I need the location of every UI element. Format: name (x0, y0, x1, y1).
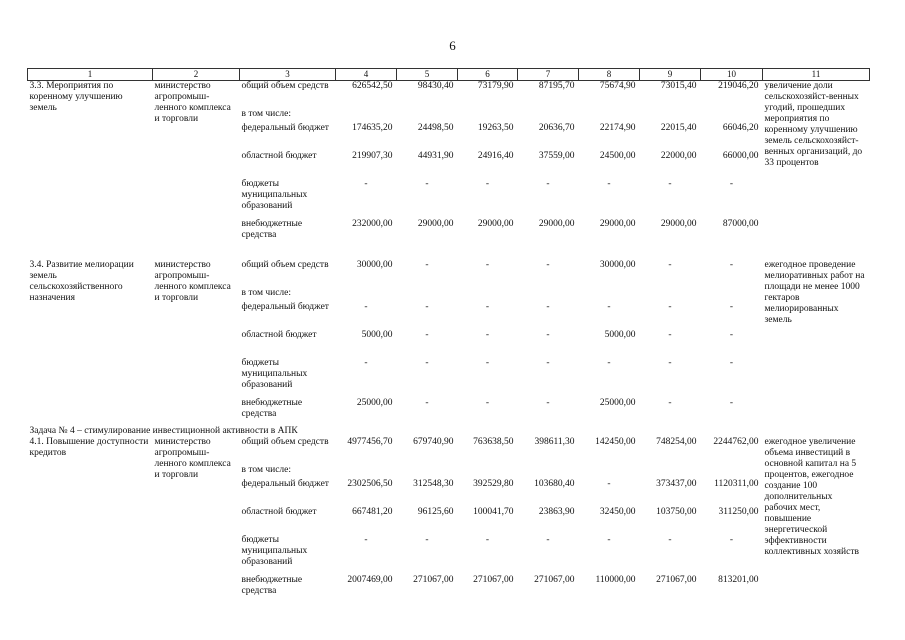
amount-cell (518, 109, 579, 123)
amount-cell: - (425, 260, 429, 270)
amount-cell: - (425, 535, 429, 545)
amount-cell: - (546, 358, 550, 368)
amount-cell (336, 288, 397, 302)
funding-source-label: федеральный бюджет (241, 479, 329, 489)
funding-source-label: областной бюджет (241, 507, 317, 517)
amount-cell: - (668, 260, 672, 270)
amount-cell: - (668, 302, 672, 312)
col-header: 2 (153, 69, 240, 81)
amount-cell (640, 288, 701, 302)
amount-cell (579, 465, 640, 479)
amount-cell: - (425, 179, 429, 189)
amount-cell: 37559,00 (538, 151, 575, 161)
amount-cell: - (668, 535, 672, 545)
amount-cell: - (668, 330, 672, 340)
col-header: 5 (397, 69, 458, 81)
amount-cell: 813201,00 (718, 575, 759, 585)
col-header: 9 (640, 69, 701, 81)
amount-cell: 5000,00 (604, 330, 636, 340)
amount-cell: 103680,40 (534, 479, 575, 489)
funding-source-label: общий объем средств (241, 81, 329, 91)
expected-result: ежегодное увеличение объема инвестиций в основной капитал на 5 процентов, ежегодное создание 100 дополнительных рабочих мест, повышение энергетической эффективности коллективных хозяйств (764, 437, 859, 557)
executor-name: министерство агропромыш-ленного комплекса и торговли (154, 260, 231, 303)
amount-cell: 24500,00 (599, 151, 636, 161)
amount-cell: 271067,00 (413, 575, 454, 585)
amount-cell (579, 288, 640, 302)
amount-cell: - (425, 302, 429, 312)
amount-cell: 667481,20 (352, 507, 393, 517)
amount-cell (640, 465, 701, 479)
amount-cell: - (607, 479, 611, 489)
amount-cell: 679740,90 (413, 437, 454, 447)
amount-cell: 66000,00 (722, 151, 759, 161)
funding-source-label: в том числе: (241, 288, 292, 298)
amount-cell: 29000,00 (417, 219, 454, 229)
amount-cell: 271067,00 (473, 575, 514, 585)
amount-cell (701, 465, 763, 479)
amount-cell (640, 109, 701, 123)
amount-cell: - (729, 179, 734, 189)
amount-cell: - (729, 358, 734, 368)
funding-source-label: внебюджетные средства (241, 575, 303, 596)
amount-cell: - (425, 358, 429, 368)
amount-cell: 98430,40 (417, 81, 454, 91)
amount-cell: 763638,50 (473, 437, 514, 447)
amount-cell: 110000,00 (595, 575, 636, 585)
amount-cell: 392529,80 (473, 479, 514, 489)
funding-source-label: в том числе: (241, 465, 292, 475)
activity-name: 4.1. Повышение доступности кредитов (29, 437, 149, 458)
amount-cell: - (668, 179, 672, 189)
col-header: 3 (240, 69, 336, 81)
activity-name: 3.3. Мероприятия по коренному улучшению земель (29, 81, 123, 113)
funding-source-label: федеральный бюджет (241, 123, 329, 133)
funding-source-label: в том числе: (241, 109, 292, 119)
amount-cell: 23863,90 (538, 507, 575, 517)
amount-cell: 25000,00 (356, 398, 393, 408)
executor-name: министерство агропромыш-ленного комплекса и торговли (154, 437, 231, 480)
amount-cell: - (607, 358, 611, 368)
amount-cell: 73179,90 (477, 81, 514, 91)
page-number: 6 (449, 38, 456, 53)
amount-cell: 22174,90 (599, 123, 636, 133)
amount-cell: - (425, 330, 429, 340)
expected-result: ежегодное проведение мелиоративных работ на площади не менее 1000 гектаров мелиорированных земель (764, 260, 865, 325)
column-header-row (28, 69, 870, 81)
amount-cell: - (607, 535, 611, 545)
amount-cell (397, 465, 458, 479)
amount-cell: - (607, 302, 611, 312)
amount-cell: - (546, 330, 550, 340)
funding-source-label: бюджеты муниципальных образований (241, 535, 308, 567)
amount-cell: - (425, 398, 429, 408)
amount-cell (458, 109, 518, 123)
col-header: 10 (701, 69, 763, 81)
amount-cell: 29000,00 (538, 219, 575, 229)
amount-cell: 44931,90 (417, 151, 454, 161)
amount-cell: 20636,70 (538, 123, 575, 133)
amount-cell: 73015,40 (660, 81, 697, 91)
funding-source-label: бюджеты муниципальных образований (241, 179, 308, 211)
amount-cell: 96125,60 (417, 507, 454, 517)
amount-cell: 87000,00 (722, 219, 759, 229)
amount-cell: - (668, 398, 672, 408)
program-table (27, 68, 870, 603)
amount-cell: 22015,40 (660, 123, 697, 133)
amount-cell: 100041,70 (473, 507, 514, 517)
col-header: 11 (763, 69, 870, 81)
funding-row (28, 260, 870, 288)
task-heading: Задача № 4 – стимулирование инвестиционной активности в АПК (29, 426, 298, 436)
amount-cell (458, 288, 518, 302)
funding-row (28, 81, 870, 110)
amount-cell: 142450,00 (595, 437, 636, 447)
amount-cell: - (364, 302, 368, 312)
amount-cell: 30000,00 (599, 260, 636, 270)
funding-source-label: областной бюджет (241, 151, 317, 161)
amount-cell: 2244762,00 (713, 437, 759, 447)
amount-cell: - (729, 260, 734, 270)
amount-cell: 398611,30 (534, 437, 575, 447)
amount-cell (701, 109, 763, 123)
amount-cell: 5000,00 (361, 330, 393, 340)
amount-cell: 24498,50 (417, 123, 454, 133)
amount-cell: - (485, 358, 490, 368)
amount-cell (397, 109, 458, 123)
col-header: 1 (28, 69, 153, 81)
amount-cell: 25000,00 (599, 398, 636, 408)
amount-cell: 22000,00 (660, 151, 697, 161)
amount-cell: - (546, 535, 550, 545)
col-header: 8 (579, 69, 640, 81)
amount-cell: 174635,20 (352, 123, 393, 133)
amount-cell: 29000,00 (599, 219, 636, 229)
amount-cell: 103750,00 (656, 507, 697, 517)
amount-cell: 66046,20 (722, 123, 759, 133)
amount-cell: - (546, 398, 550, 408)
col-header: 4 (336, 69, 397, 81)
amount-cell: 1120311,00 (714, 479, 759, 489)
funding-source-label: федеральный бюджет (241, 302, 329, 312)
funding-source-label: общий объем средств (241, 437, 329, 447)
amount-cell: 2302506,50 (347, 479, 393, 489)
amount-cell: 19263,50 (477, 123, 514, 133)
amount-cell: - (364, 535, 368, 545)
amount-cell: 271067,00 (534, 575, 575, 585)
amount-cell: - (485, 260, 490, 270)
amount-cell: - (729, 330, 734, 340)
amount-cell: 626542,50 (352, 81, 393, 91)
amount-cell: - (546, 179, 550, 189)
amount-cell (336, 109, 397, 123)
amount-cell: - (364, 179, 368, 189)
amount-cell (336, 465, 397, 479)
amount-cell: 87195,70 (538, 81, 575, 91)
amount-cell: 311250,00 (718, 507, 759, 517)
funding-row (28, 437, 870, 465)
amount-cell (579, 109, 640, 123)
amount-cell: 30000,00 (356, 260, 393, 270)
amount-cell: 32450,00 (599, 507, 636, 517)
amount-cell: - (546, 302, 550, 312)
amount-cell: 219907,30 (352, 151, 393, 161)
amount-cell: 29000,00 (477, 219, 514, 229)
funding-source-label: общий объем средств (241, 260, 329, 270)
col-header: 6 (458, 69, 518, 81)
amount-cell: - (485, 398, 490, 408)
amount-cell: 24916,40 (477, 151, 514, 161)
amount-cell: 312548,30 (413, 479, 454, 489)
amount-cell: 219046,20 (718, 81, 759, 91)
amount-cell: 232000,00 (352, 219, 393, 229)
amount-cell (518, 465, 579, 479)
amount-cell: 75674,90 (599, 81, 636, 91)
amount-cell: - (546, 260, 550, 270)
amount-cell: - (485, 179, 490, 189)
amount-cell: 748254,00 (656, 437, 697, 447)
amount-cell: - (668, 358, 672, 368)
amount-cell: - (729, 398, 734, 408)
amount-cell: - (729, 302, 734, 312)
task-heading-row (28, 426, 870, 437)
executor-name: министерство агропромыш-ленного комплекса и торговли (154, 81, 231, 124)
amount-cell: - (485, 302, 490, 312)
expected-result: увеличение доли сельскохозяйст-венных угодий, прошедших мероприятия по коренному улучшению земель сельскохозяйст-венных организаций, до 33 процентов (764, 81, 863, 168)
col-header: 7 (518, 69, 579, 81)
funding-source-label: областной бюджет (241, 330, 317, 340)
amount-cell: - (485, 535, 490, 545)
amount-cell: 373437,00 (656, 479, 697, 489)
amount-cell: - (729, 535, 734, 545)
amount-cell (701, 288, 763, 302)
amount-cell: - (485, 330, 490, 340)
amount-cell: 271067,00 (656, 575, 697, 585)
amount-cell (518, 288, 579, 302)
funding-source-label: внебюджетные средства (241, 219, 303, 240)
amount-cell (458, 465, 518, 479)
amount-cell: 29000,00 (660, 219, 697, 229)
funding-source-label: бюджеты муниципальных образований (241, 358, 308, 390)
amount-cell: - (607, 179, 611, 189)
amount-cell: 4977456,70 (347, 437, 393, 447)
amount-cell: 2007469,00 (347, 575, 393, 585)
amount-cell: - (364, 358, 368, 368)
funding-source-label: внебюджетные средства (241, 398, 303, 419)
amount-cell (397, 288, 458, 302)
activity-name: 3.4. Развитие мелиорации земель сельскохозяйственного назначения (29, 260, 134, 303)
